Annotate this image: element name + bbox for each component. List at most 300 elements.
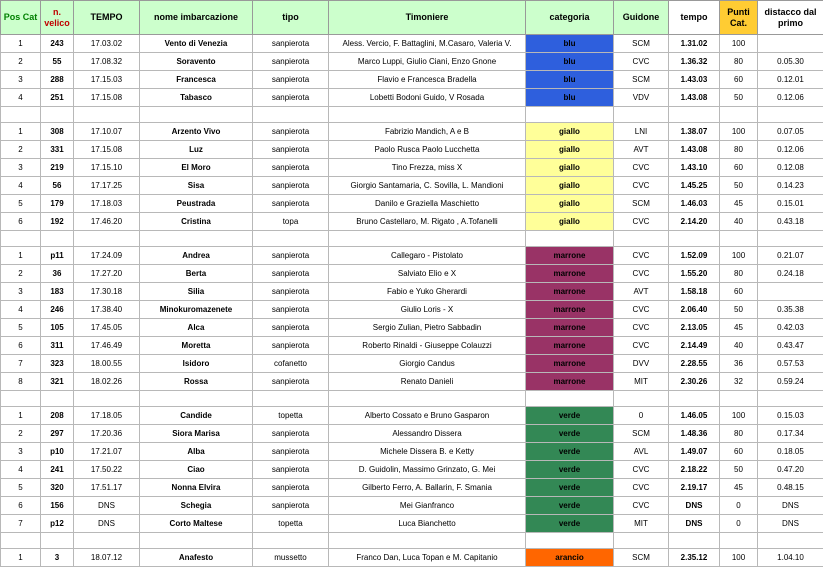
cell-points[interactable]: 80 [720, 265, 758, 283]
cell-gap[interactable]: DNS [758, 497, 823, 515]
cell-pos[interactable]: 6 [1, 337, 41, 355]
cell-elapsed-time[interactable]: 1.43.08 [669, 89, 720, 107]
cell-boat-type[interactable]: sanpierota [253, 443, 329, 461]
cell-boat-name[interactable]: Alca [140, 319, 253, 337]
cell-sail-number[interactable]: 251 [41, 89, 74, 107]
cell-guidone[interactable]: SCM [614, 71, 669, 89]
cell-gap[interactable]: 0.12.06 [758, 89, 823, 107]
cell-finish-time[interactable]: 17.08.32 [74, 53, 140, 71]
cell-boat-name[interactable]: Schegia [140, 497, 253, 515]
cell-category[interactable]: arancio [526, 549, 614, 567]
cell-boat-name[interactable]: Corto Maltese [140, 515, 253, 533]
cell-gap[interactable]: 1.04.10 [758, 549, 823, 567]
cell-helmsman[interactable]: Marco Luppi, Giulio Ciani, Enzo Gnone [329, 53, 526, 71]
cell-boat-name[interactable]: Tabasco [140, 89, 253, 107]
cell-boat-type[interactable]: sanpierota [253, 425, 329, 443]
cell-sail-number[interactable]: 321 [41, 373, 74, 391]
cell-helmsman[interactable]: Fabio e Yuko Gherardi [329, 283, 526, 301]
cell-guidone[interactable]: AVL [614, 443, 669, 461]
cell-finish-time[interactable]: 17.10.07 [74, 123, 140, 141]
cell-category[interactable]: giallo [526, 177, 614, 195]
header-cat[interactable]: categoria [526, 1, 614, 35]
cell-boat-type[interactable]: sanpierota [253, 283, 329, 301]
cell-gap[interactable]: 0.21.07 [758, 247, 823, 265]
cell-gap[interactable]: 0.15.03 [758, 407, 823, 425]
cell-points[interactable]: 60 [720, 283, 758, 301]
cell-sail-number[interactable]: p10 [41, 443, 74, 461]
cell-category[interactable]: marrone [526, 301, 614, 319]
cell-guidone[interactable]: CVC [614, 497, 669, 515]
cell-points[interactable]: 40 [720, 337, 758, 355]
cell-points[interactable]: 80 [720, 53, 758, 71]
cell-boat-name[interactable]: Anafesto [140, 549, 253, 567]
cell-points[interactable]: 50 [720, 177, 758, 195]
cell-boat-name[interactable]: Alba [140, 443, 253, 461]
empty-cell[interactable] [669, 391, 720, 407]
cell-finish-time[interactable]: 17.50.22 [74, 461, 140, 479]
cell-sail-number[interactable]: 219 [41, 159, 74, 177]
empty-cell[interactable] [74, 533, 140, 549]
cell-elapsed-time[interactable]: 2.13.05 [669, 319, 720, 337]
cell-gap[interactable]: 0.24.18 [758, 265, 823, 283]
cell-helmsman[interactable]: Aless. Vercio, F. Battaglini, M.Casaro, Valeria V. [329, 35, 526, 53]
cell-sail-number[interactable]: 241 [41, 461, 74, 479]
cell-sail-number[interactable]: 183 [41, 283, 74, 301]
cell-finish-time[interactable]: DNS [74, 497, 140, 515]
cell-guidone[interactable]: DVV [614, 355, 669, 373]
cell-category[interactable]: marrone [526, 373, 614, 391]
cell-guidone[interactable]: AVT [614, 141, 669, 159]
cell-helmsman[interactable]: Flavio e Francesca Bradella [329, 71, 526, 89]
empty-cell[interactable] [526, 231, 614, 247]
cell-gap[interactable] [758, 35, 823, 53]
cell-category[interactable]: blu [526, 89, 614, 107]
header-helm[interactable]: Timoniere [329, 1, 526, 35]
empty-cell[interactable] [253, 107, 329, 123]
cell-finish-time[interactable]: 17.27.20 [74, 265, 140, 283]
cell-boat-type[interactable]: cofanetto [253, 355, 329, 373]
cell-boat-type[interactable]: topa [253, 213, 329, 231]
cell-pos[interactable]: 1 [1, 247, 41, 265]
cell-gap[interactable]: 0.42.03 [758, 319, 823, 337]
cell-guidone[interactable]: CVC [614, 319, 669, 337]
cell-finish-time[interactable]: 17.30.18 [74, 283, 140, 301]
empty-cell[interactable] [329, 391, 526, 407]
cell-elapsed-time[interactable]: 1.46.05 [669, 407, 720, 425]
cell-category[interactable]: verde [526, 425, 614, 443]
cell-boat-name[interactable]: Soravento [140, 53, 253, 71]
empty-cell[interactable] [74, 107, 140, 123]
cell-points[interactable]: 100 [720, 407, 758, 425]
cell-boat-type[interactable]: sanpierota [253, 479, 329, 497]
cell-guidone[interactable]: VDV [614, 89, 669, 107]
empty-cell[interactable] [140, 391, 253, 407]
cell-gap[interactable]: 0.12.08 [758, 159, 823, 177]
cell-sail-number[interactable]: 55 [41, 53, 74, 71]
cell-pos[interactable]: 6 [1, 497, 41, 515]
cell-boat-name[interactable]: Minokuromazenete [140, 301, 253, 319]
cell-helmsman[interactable]: Callegaro - Pistolato [329, 247, 526, 265]
cell-gap[interactable]: 0.12.01 [758, 71, 823, 89]
cell-category[interactable]: marrone [526, 283, 614, 301]
empty-cell[interactable] [720, 231, 758, 247]
cell-guidone[interactable]: CVC [614, 53, 669, 71]
empty-cell[interactable] [526, 533, 614, 549]
cell-elapsed-time[interactable]: 1.46.03 [669, 195, 720, 213]
cell-pos[interactable]: 4 [1, 461, 41, 479]
empty-cell[interactable] [329, 107, 526, 123]
cell-pos[interactable]: 2 [1, 425, 41, 443]
cell-points[interactable]: 60 [720, 443, 758, 461]
empty-cell[interactable] [720, 391, 758, 407]
cell-guidone[interactable]: CVC [614, 337, 669, 355]
cell-elapsed-time[interactable]: 2.18.22 [669, 461, 720, 479]
header-guidone[interactable]: Guidone [614, 1, 669, 35]
empty-cell[interactable] [758, 533, 823, 549]
cell-boat-name[interactable]: Sisa [140, 177, 253, 195]
cell-category[interactable]: blu [526, 71, 614, 89]
cell-guidone[interactable]: SCM [614, 549, 669, 567]
cell-points[interactable]: 80 [720, 425, 758, 443]
cell-boat-type[interactable]: sanpierota [253, 89, 329, 107]
cell-guidone[interactable]: SCM [614, 35, 669, 53]
cell-guidone[interactable]: CVC [614, 461, 669, 479]
cell-sail-number[interactable]: 36 [41, 265, 74, 283]
cell-pos[interactable]: 2 [1, 265, 41, 283]
cell-sail-number[interactable]: p12 [41, 515, 74, 533]
cell-finish-time[interactable]: 17.46.49 [74, 337, 140, 355]
cell-boat-name[interactable]: Vento di Venezia [140, 35, 253, 53]
cell-points[interactable]: 45 [720, 195, 758, 213]
cell-boat-type[interactable]: sanpierota [253, 461, 329, 479]
cell-boat-name[interactable]: Isidoro [140, 355, 253, 373]
cell-finish-time[interactable]: 17.45.05 [74, 319, 140, 337]
cell-boat-type[interactable]: sanpierota [253, 373, 329, 391]
cell-finish-time[interactable]: 18.07.12 [74, 549, 140, 567]
cell-guidone[interactable]: CVC [614, 479, 669, 497]
cell-helmsman[interactable]: Renato Danieli [329, 373, 526, 391]
cell-elapsed-time[interactable]: 1.58.18 [669, 283, 720, 301]
cell-pos[interactable]: 2 [1, 53, 41, 71]
header-type[interactable]: tipo [253, 1, 329, 35]
cell-elapsed-time[interactable]: 1.43.08 [669, 141, 720, 159]
cell-category[interactable]: verde [526, 497, 614, 515]
cell-gap[interactable]: 0.07.05 [758, 123, 823, 141]
cell-boat-type[interactable]: sanpierota [253, 265, 329, 283]
cell-pos[interactable]: 7 [1, 355, 41, 373]
cell-gap[interactable]: 0.57.53 [758, 355, 823, 373]
cell-gap[interactable]: 0.43.47 [758, 337, 823, 355]
cell-elapsed-time[interactable]: 1.52.09 [669, 247, 720, 265]
header-name[interactable]: nome imbarcazione [140, 1, 253, 35]
cell-helmsman[interactable]: Roberto Rinaldi - Giuseppe Colauzzi [329, 337, 526, 355]
cell-helmsman[interactable]: Danilo e Graziella Maschietto [329, 195, 526, 213]
empty-cell[interactable] [758, 231, 823, 247]
cell-finish-time[interactable]: 17.15.10 [74, 159, 140, 177]
cell-gap[interactable]: 0.12.06 [758, 141, 823, 159]
cell-boat-type[interactable]: sanpierota [253, 141, 329, 159]
cell-guidone[interactable]: AVT [614, 283, 669, 301]
empty-cell[interactable] [758, 391, 823, 407]
cell-sail-number[interactable]: p11 [41, 247, 74, 265]
cell-points[interactable]: 36 [720, 355, 758, 373]
cell-boat-type[interactable]: sanpierota [253, 159, 329, 177]
cell-finish-time[interactable]: 17.18.05 [74, 407, 140, 425]
cell-boat-name[interactable]: Francesca [140, 71, 253, 89]
cell-finish-time[interactable]: 17.15.08 [74, 89, 140, 107]
cell-helmsman[interactable]: Franco Dan, Luca Topan e M. Capitanio [329, 549, 526, 567]
empty-cell[interactable] [669, 107, 720, 123]
cell-points[interactable]: 60 [720, 159, 758, 177]
cell-pos[interactable]: 3 [1, 159, 41, 177]
cell-pos[interactable]: 1 [1, 549, 41, 567]
cell-finish-time[interactable]: 17.15.03 [74, 71, 140, 89]
cell-pos[interactable]: 1 [1, 35, 41, 53]
cell-boat-name[interactable]: Siora Marisa [140, 425, 253, 443]
cell-pos[interactable]: 3 [1, 283, 41, 301]
empty-cell[interactable] [41, 107, 74, 123]
cell-sail-number[interactable]: 156 [41, 497, 74, 515]
cell-points[interactable]: 40 [720, 213, 758, 231]
cell-boat-type[interactable]: sanpierota [253, 53, 329, 71]
cell-boat-type[interactable]: sanpierota [253, 195, 329, 213]
cell-sail-number[interactable]: 331 [41, 141, 74, 159]
cell-category[interactable]: verde [526, 407, 614, 425]
cell-elapsed-time[interactable]: 1.43.10 [669, 159, 720, 177]
cell-pos[interactable]: 1 [1, 407, 41, 425]
empty-cell[interactable] [41, 231, 74, 247]
cell-finish-time[interactable]: 17.20.36 [74, 425, 140, 443]
cell-category[interactable]: verde [526, 461, 614, 479]
cell-gap[interactable] [758, 283, 823, 301]
cell-points[interactable]: 100 [720, 35, 758, 53]
empty-cell[interactable] [140, 107, 253, 123]
cell-elapsed-time[interactable]: 1.43.03 [669, 71, 720, 89]
cell-helmsman[interactable]: Luca Bianchetto [329, 515, 526, 533]
cell-sail-number[interactable]: 105 [41, 319, 74, 337]
cell-gap[interactable]: 0.15.01 [758, 195, 823, 213]
cell-guidone[interactable]: CVC [614, 159, 669, 177]
cell-helmsman[interactable]: Sergio Zulian, Pietro Sabbadin [329, 319, 526, 337]
cell-points[interactable]: 60 [720, 71, 758, 89]
cell-sail-number[interactable]: 192 [41, 213, 74, 231]
cell-elapsed-time[interactable]: 2.19.17 [669, 479, 720, 497]
cell-category[interactable]: marrone [526, 265, 614, 283]
cell-sail-number[interactable]: 179 [41, 195, 74, 213]
cell-helmsman[interactable]: Alberto Cossato e Bruno Gasparon [329, 407, 526, 425]
empty-cell[interactable] [526, 391, 614, 407]
cell-points[interactable]: 50 [720, 301, 758, 319]
cell-gap[interactable]: 0.35.38 [758, 301, 823, 319]
cell-helmsman[interactable]: Giorgio Santamaria, C. Sovilla, L. Mandioni [329, 177, 526, 195]
cell-category[interactable]: giallo [526, 195, 614, 213]
cell-finish-time[interactable]: 18.00.55 [74, 355, 140, 373]
empty-cell[interactable] [253, 231, 329, 247]
cell-sail-number[interactable]: 311 [41, 337, 74, 355]
cell-category[interactable]: marrone [526, 355, 614, 373]
empty-cell[interactable] [1, 231, 41, 247]
cell-helmsman[interactable]: Bruno Castellaro, M. Rigato , A.Tofanelli [329, 213, 526, 231]
cell-finish-time[interactable]: 17.03.02 [74, 35, 140, 53]
cell-category[interactable]: marrone [526, 247, 614, 265]
empty-cell[interactable] [329, 231, 526, 247]
cell-category[interactable]: giallo [526, 141, 614, 159]
cell-sail-number[interactable]: 56 [41, 177, 74, 195]
empty-cell[interactable] [253, 533, 329, 549]
cell-category[interactable]: verde [526, 443, 614, 461]
cell-helmsman[interactable]: Paolo Rusca Paolo Lucchetta [329, 141, 526, 159]
cell-boat-type[interactable]: topetta [253, 515, 329, 533]
cell-helmsman[interactable]: Giulio Loris - X [329, 301, 526, 319]
cell-gap[interactable]: 0.48.15 [758, 479, 823, 497]
cell-sail-number[interactable]: 288 [41, 71, 74, 89]
empty-cell[interactable] [614, 533, 669, 549]
cell-elapsed-time[interactable]: 1.45.25 [669, 177, 720, 195]
cell-gap[interactable]: 0.14.23 [758, 177, 823, 195]
cell-pos[interactable]: 8 [1, 373, 41, 391]
cell-elapsed-time[interactable]: 2.30.26 [669, 373, 720, 391]
cell-sail-number[interactable]: 320 [41, 479, 74, 497]
cell-pos[interactable]: 3 [1, 71, 41, 89]
cell-sail-number[interactable]: 246 [41, 301, 74, 319]
cell-guidone[interactable]: LNI [614, 123, 669, 141]
empty-cell[interactable] [720, 533, 758, 549]
cell-pos[interactable]: 4 [1, 177, 41, 195]
cell-points[interactable]: 100 [720, 549, 758, 567]
empty-cell[interactable] [720, 107, 758, 123]
empty-cell[interactable] [669, 533, 720, 549]
cell-elapsed-time[interactable]: 2.14.49 [669, 337, 720, 355]
header-dist[interactable]: distacco dal primo [758, 1, 823, 35]
cell-helmsman[interactable]: Tino Frezza, miss X [329, 159, 526, 177]
header-time[interactable]: TEMPO [74, 1, 140, 35]
cell-pos[interactable]: 3 [1, 443, 41, 461]
cell-points[interactable]: 100 [720, 247, 758, 265]
cell-finish-time[interactable]: 17.15.08 [74, 141, 140, 159]
cell-boat-type[interactable]: sanpierota [253, 123, 329, 141]
empty-cell[interactable] [526, 107, 614, 123]
cell-elapsed-time[interactable]: 2.06.40 [669, 301, 720, 319]
cell-guidone[interactable]: MIT [614, 373, 669, 391]
cell-boat-type[interactable]: sanpierota [253, 497, 329, 515]
cell-finish-time[interactable]: 18.02.26 [74, 373, 140, 391]
cell-category[interactable]: marrone [526, 337, 614, 355]
cell-elapsed-time[interactable]: 1.48.36 [669, 425, 720, 443]
cell-finish-time[interactable]: 17.38.40 [74, 301, 140, 319]
cell-boat-name[interactable]: Silia [140, 283, 253, 301]
cell-boat-name[interactable]: Luz [140, 141, 253, 159]
cell-category[interactable]: giallo [526, 213, 614, 231]
cell-points[interactable]: 50 [720, 461, 758, 479]
cell-sail-number[interactable]: 308 [41, 123, 74, 141]
empty-cell[interactable] [758, 107, 823, 123]
cell-boat-name[interactable]: Arzento Vivo [140, 123, 253, 141]
empty-cell[interactable] [41, 391, 74, 407]
cell-guidone[interactable]: 0 [614, 407, 669, 425]
empty-cell[interactable] [614, 107, 669, 123]
cell-finish-time[interactable]: DNS [74, 515, 140, 533]
empty-cell[interactable] [614, 231, 669, 247]
cell-gap[interactable]: 0.43.18 [758, 213, 823, 231]
empty-cell[interactable] [74, 231, 140, 247]
cell-points[interactable]: 45 [720, 319, 758, 337]
cell-boat-type[interactable]: sanpierota [253, 301, 329, 319]
cell-elapsed-time[interactable]: DNS [669, 497, 720, 515]
cell-category[interactable]: blu [526, 35, 614, 53]
cell-boat-type[interactable]: sanpierota [253, 247, 329, 265]
cell-elapsed-time[interactable]: 1.38.07 [669, 123, 720, 141]
cell-finish-time[interactable]: 17.17.25 [74, 177, 140, 195]
cell-boat-name[interactable]: El Moro [140, 159, 253, 177]
empty-cell[interactable] [41, 533, 74, 549]
cell-category[interactable]: giallo [526, 123, 614, 141]
cell-helmsman[interactable]: Lobetti Bodoni Guido, V Rosada [329, 89, 526, 107]
cell-helmsman[interactable]: Michele Dissera B. e Ketty [329, 443, 526, 461]
cell-boat-name[interactable]: Andrea [140, 247, 253, 265]
cell-elapsed-time[interactable]: 1.31.02 [669, 35, 720, 53]
header-num[interactable]: n. velico [41, 1, 74, 35]
cell-guidone[interactable]: SCM [614, 425, 669, 443]
cell-boat-type[interactable]: mussetto [253, 549, 329, 567]
cell-points[interactable]: 50 [720, 89, 758, 107]
cell-sail-number[interactable]: 323 [41, 355, 74, 373]
cell-guidone[interactable]: CVC [614, 265, 669, 283]
cell-helmsman[interactable]: Mei Gianfranco [329, 497, 526, 515]
cell-category[interactable]: giallo [526, 159, 614, 177]
cell-boat-type[interactable]: sanpierota [253, 177, 329, 195]
cell-boat-name[interactable]: Ciao [140, 461, 253, 479]
cell-pos[interactable]: 7 [1, 515, 41, 533]
cell-points[interactable]: 80 [720, 141, 758, 159]
cell-boat-type[interactable]: sanpierota [253, 35, 329, 53]
cell-elapsed-time[interactable]: 1.55.20 [669, 265, 720, 283]
cell-elapsed-time[interactable]: 2.35.12 [669, 549, 720, 567]
cell-pos[interactable]: 4 [1, 89, 41, 107]
header-pos[interactable]: Pos Cat [1, 1, 41, 35]
cell-points[interactable]: 32 [720, 373, 758, 391]
cell-finish-time[interactable]: 17.24.09 [74, 247, 140, 265]
cell-points[interactable]: 0 [720, 515, 758, 533]
cell-helmsman[interactable]: Giorgio Candus [329, 355, 526, 373]
cell-sail-number[interactable]: 3 [41, 549, 74, 567]
cell-pos[interactable]: 5 [1, 195, 41, 213]
cell-category[interactable]: marrone [526, 319, 614, 337]
cell-finish-time[interactable]: 17.21.07 [74, 443, 140, 461]
cell-guidone[interactable]: MIT [614, 515, 669, 533]
cell-finish-time[interactable]: 17.18.03 [74, 195, 140, 213]
cell-elapsed-time[interactable]: 2.28.55 [669, 355, 720, 373]
cell-boat-type[interactable]: topetta [253, 407, 329, 425]
cell-category[interactable]: verde [526, 479, 614, 497]
cell-boat-name[interactable]: Peustrada [140, 195, 253, 213]
cell-gap[interactable]: 0.17.34 [758, 425, 823, 443]
empty-cell[interactable] [1, 391, 41, 407]
cell-sail-number[interactable]: 297 [41, 425, 74, 443]
header-tempo[interactable]: tempo [669, 1, 720, 35]
cell-finish-time[interactable]: 17.46.20 [74, 213, 140, 231]
empty-cell[interactable] [1, 107, 41, 123]
cell-elapsed-time[interactable]: 1.36.32 [669, 53, 720, 71]
empty-cell[interactable] [1, 533, 41, 549]
empty-cell[interactable] [669, 231, 720, 247]
cell-guidone[interactable]: CVC [614, 247, 669, 265]
cell-guidone[interactable]: CVC [614, 177, 669, 195]
cell-category[interactable]: blu [526, 53, 614, 71]
cell-boat-type[interactable]: sanpierota [253, 337, 329, 355]
cell-boat-name[interactable]: Cristina [140, 213, 253, 231]
cell-boat-name[interactable]: Candide [140, 407, 253, 425]
cell-gap[interactable]: 0.18.05 [758, 443, 823, 461]
